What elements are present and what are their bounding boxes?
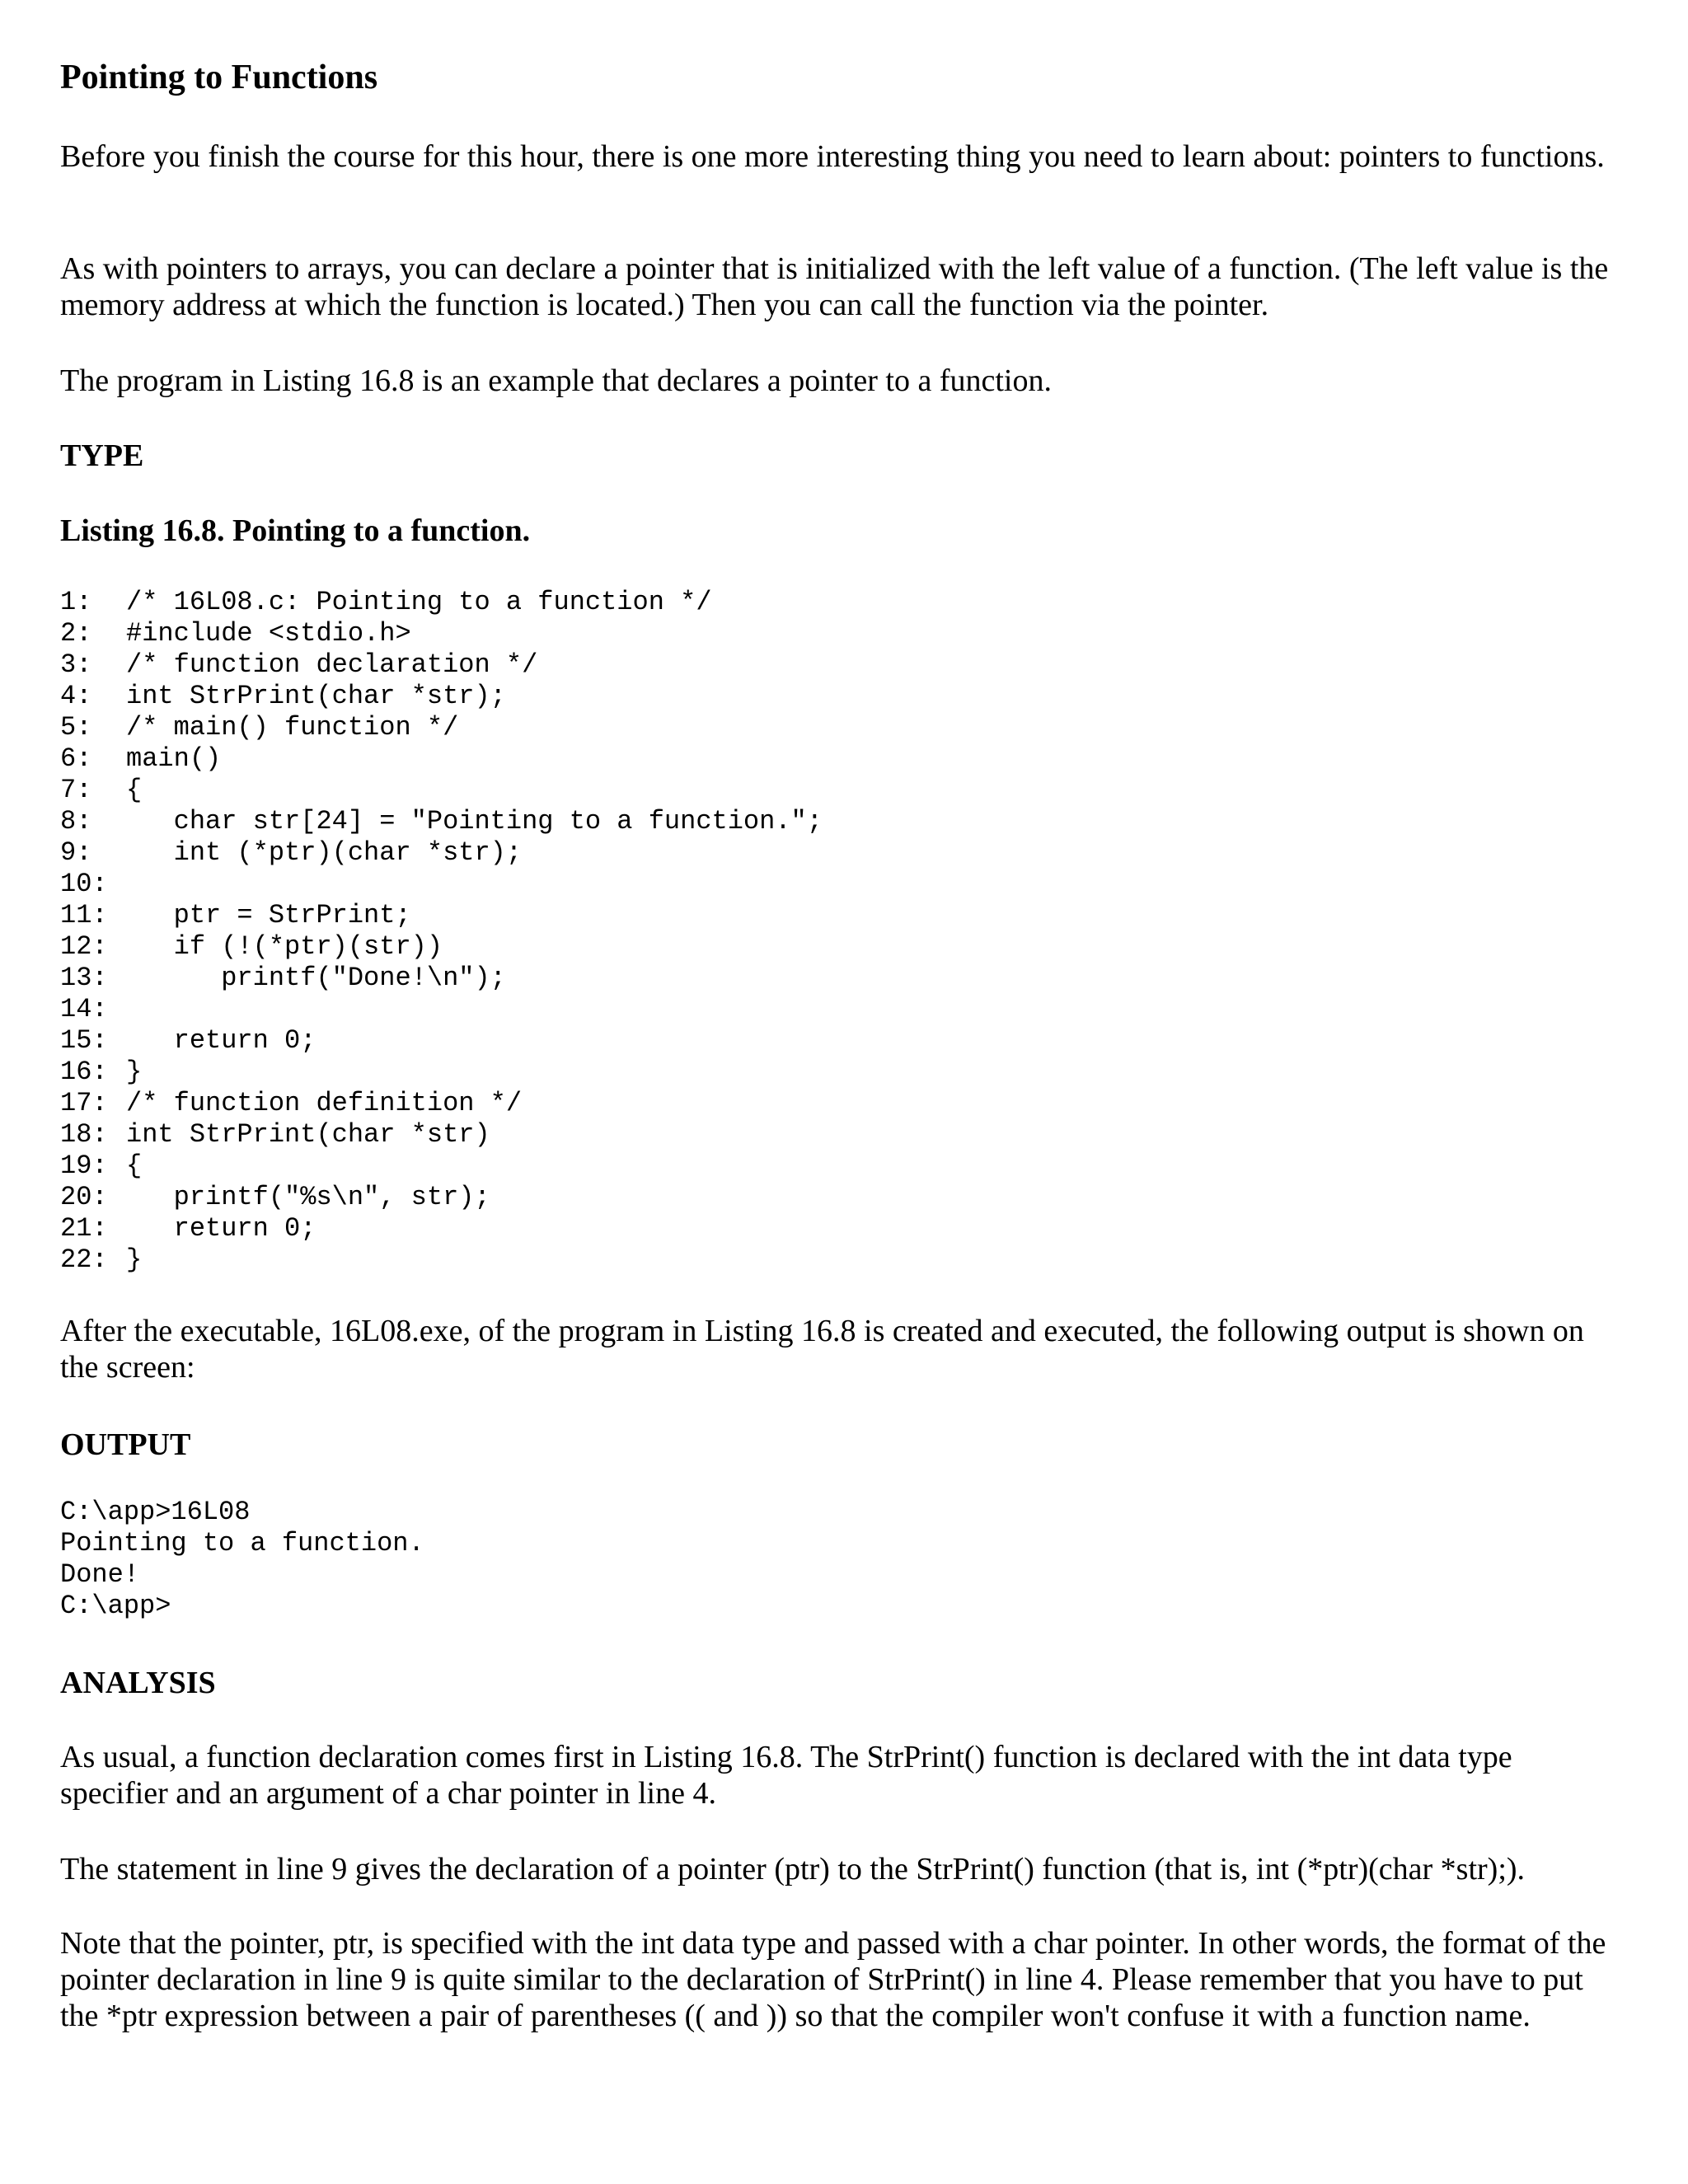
code-line <box>60 1151 823 1182</box>
line-number: 3: <box>60 649 92 680</box>
output-line: Done! <box>60 1559 140 1590</box>
code-line <box>60 1025 823 1057</box>
code-line <box>60 806 823 837</box>
code-line <box>60 649 823 681</box>
output-line: C:\app>16L08 <box>60 1497 251 1527</box>
line-number: 20: <box>60 1182 108 1212</box>
line-number: 2: <box>60 618 92 649</box>
line-number: 7: <box>60 775 92 805</box>
line-number: 1: <box>60 587 92 617</box>
code-line <box>60 775 823 806</box>
code-text: int StrPrint(char *str); <box>126 681 506 711</box>
code-line <box>60 900 823 931</box>
code-line <box>60 681 823 712</box>
intro-paragraph-2: As with pointers to arrays, you can declare a pointer that is initialized with the left value of a function. (The left value is the memory address at which the function is located.) Then you can call the function via the pointer. <box>60 251 1609 322</box>
code-text: /* 16L08.c: Pointing to a function */ <box>126 587 712 617</box>
line-number: 19: <box>60 1151 108 1181</box>
code-line <box>60 587 823 618</box>
code-text: return 0; <box>126 1025 316 1056</box>
output-label: OUTPUT <box>60 1427 191 1462</box>
line-number: 14: <box>60 994 108 1024</box>
analysis-label: ANALYSIS <box>60 1666 216 1700</box>
code-listing <box>60 587 823 1276</box>
program-output <box>60 1497 424 1622</box>
code-line <box>60 931 823 963</box>
code-text: printf("%s\n", str); <box>126 1182 490 1212</box>
code-line <box>60 1213 823 1244</box>
code-line <box>60 743 823 775</box>
code-line <box>60 994 823 1025</box>
code-text: #include <stdio.h> <box>126 618 411 649</box>
line-number: 11: <box>60 900 108 930</box>
line-number: 4: <box>60 681 92 711</box>
line-number: 10: <box>60 869 108 899</box>
code-text: /* main() function */ <box>126 712 459 743</box>
code-line <box>60 712 823 743</box>
code-line <box>60 1119 823 1151</box>
intro-paragraph-1: Before you finish the course for this hour, there is one more interesting thing you need to learn about: pointers to functions. <box>60 139 1605 174</box>
code-line <box>60 1182 823 1213</box>
code-text: /* function definition */ <box>126 1088 523 1118</box>
analysis-paragraph-1: As usual, a function declaration comes first in Listing 16.8. The StrPrint() function is declared with the int data type specifier and an argument of a char pointer in line 4. <box>60 1740 1512 1811</box>
code-text: /* function declaration */ <box>126 649 538 680</box>
analysis-paragraph-2: The statement in line 9 gives the declaration of a pointer (ptr) to the StrPrint() function (that is, int (*ptr)(char *str);). <box>60 1852 1526 1886</box>
page-title: Pointing to Functions <box>60 59 378 96</box>
code-line <box>60 1088 823 1119</box>
line-number: 18: <box>60 1119 108 1150</box>
output-line: Pointing to a function. <box>60 1528 424 1558</box>
line-number: 12: <box>60 931 108 962</box>
code-text: if (!(*ptr)(str)) <box>126 931 443 962</box>
code-line <box>60 618 823 649</box>
analysis-paragraph-3: Note that the pointer, ptr, is specified with the int data type and passed with a char pointer. In other words, the format of the pointer declaration in line 9 is quite similar to the declaration of StrPrint() in line 4. Please remember that you have to put the *ptr expression between a pair of parentheses (( and )) so that the compiler won't confuse it with a function name. <box>60 1926 1606 2033</box>
line-number: 17: <box>60 1088 108 1118</box>
code-line <box>60 963 823 994</box>
code-text: main() <box>126 743 222 774</box>
code-line <box>60 1244 823 1276</box>
intro-paragraph-3: The program in Listing 16.8 is an example that declares a pointer to a function. <box>60 363 1052 398</box>
code-text: { <box>126 775 143 805</box>
code-text: } <box>126 1057 143 1087</box>
line-number: 21: <box>60 1213 108 1244</box>
code-text: return 0; <box>126 1213 316 1244</box>
line-number: 22: <box>60 1244 108 1275</box>
code-text: } <box>126 1244 143 1275</box>
line-number: 15: <box>60 1025 108 1056</box>
line-number: 16: <box>60 1057 108 1087</box>
code-text: { <box>126 1151 143 1181</box>
after-listing-paragraph: After the executable, 16L08.exe, of the program in Listing 16.8 is created and executed, the following output is shown on the screen: <box>60 1314 1584 1385</box>
code-line <box>60 1057 823 1088</box>
code-text: int (*ptr)(char *str); <box>126 837 523 868</box>
output-line: C:\app> <box>60 1591 171 1621</box>
code-text: printf("Done!\n"); <box>126 963 506 993</box>
code-text: ptr = StrPrint; <box>126 900 411 930</box>
code-line <box>60 869 823 900</box>
line-number: 5: <box>60 712 92 743</box>
type-label: TYPE <box>60 438 144 473</box>
line-number: 8: <box>60 806 92 837</box>
line-number: 6: <box>60 743 92 774</box>
code-text: char str[24] = "Pointing to a function."; <box>126 806 823 837</box>
listing-title: Listing 16.8. Pointing to a function. <box>60 513 531 548</box>
line-number: 13: <box>60 963 108 993</box>
code-line <box>60 837 823 869</box>
line-number: 9: <box>60 837 92 868</box>
code-text: int StrPrint(char *str) <box>126 1119 490 1150</box>
